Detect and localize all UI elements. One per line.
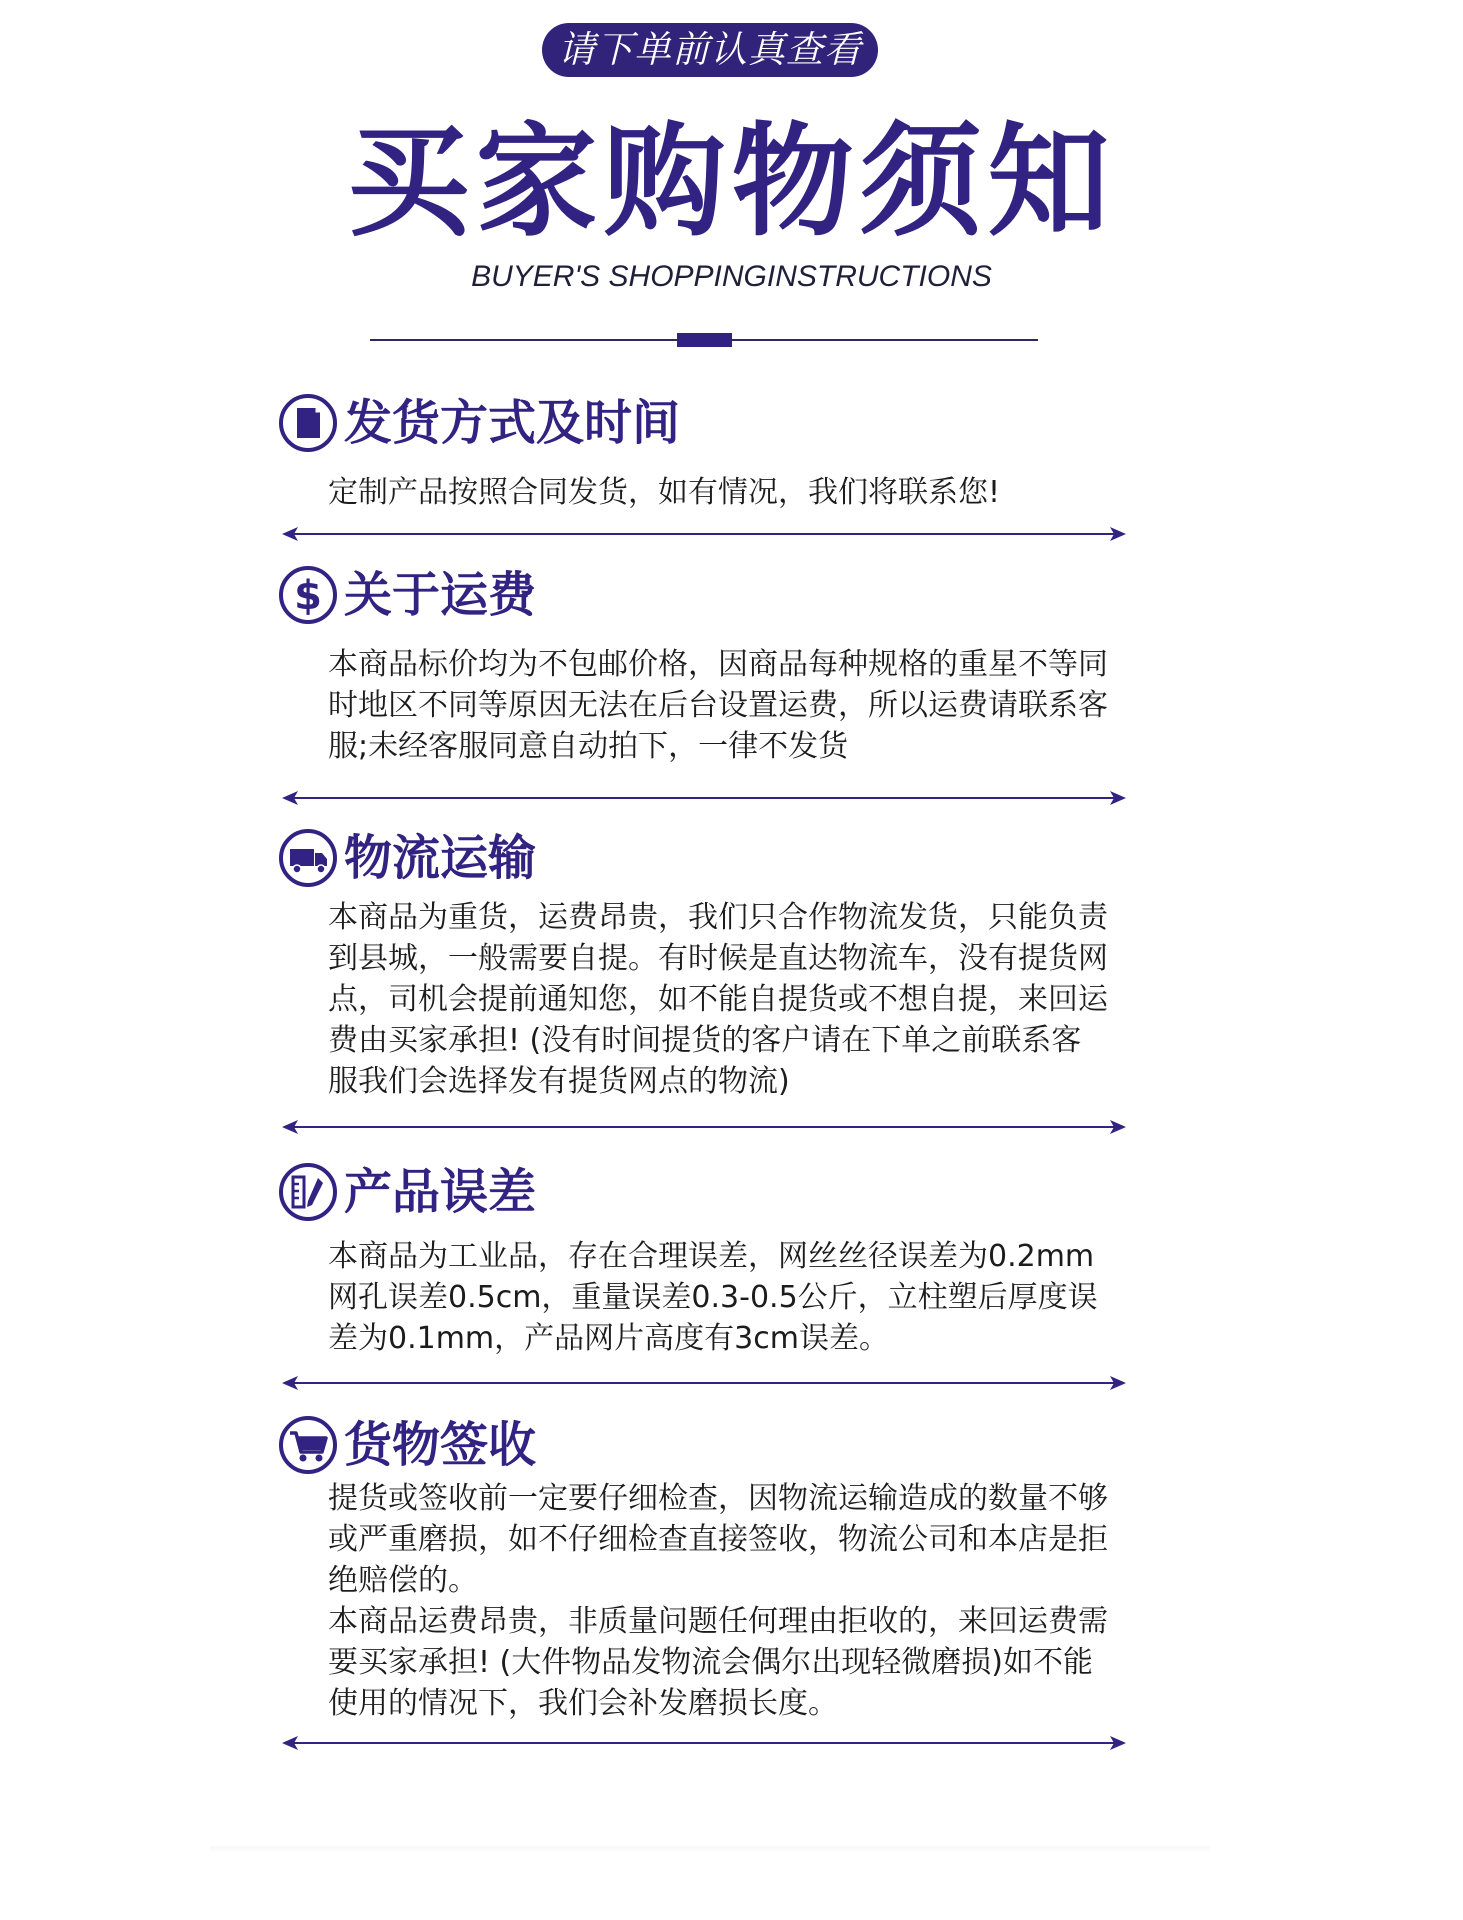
- section-divider-arrow: [282, 1117, 1126, 1137]
- page-title: 买家购物须知: [347, 111, 1116, 253]
- section-title: 发货方式及时间: [344, 395, 681, 451]
- ruler-pencil-icon: [278, 1162, 338, 1222]
- section-paragraph: 定制产品按照合同发货，如有情况，我们将联系您!: [328, 475, 1001, 510]
- section-body: [328, 472, 1108, 513]
- notice-pill: 请下单前认真查看: [542, 23, 878, 77]
- section-divider-arrow: [282, 1373, 1126, 1393]
- section-paragraph: 本商品标价均为不包邮价格，因商品每种规格的重星不等同时地区不同等原因无法在后台设置运费，所以运费请联系客服;未经客服同意自动拍下，一律不发货: [328, 647, 1108, 764]
- section-title: 物流运输: [344, 830, 537, 886]
- page-subtitle: BUYER'S SHOPPINGINSTRUCTIONS: [471, 260, 992, 293]
- dollar-icon: [278, 565, 338, 625]
- footer-shadow: [210, 1846, 1210, 1854]
- section-divider-arrow: [282, 1733, 1126, 1753]
- section-body: [328, 1236, 1108, 1359]
- section-body: [328, 897, 1108, 1102]
- document-icon: [278, 393, 338, 453]
- cart-icon: [278, 1415, 338, 1475]
- section-paragraph: 提货或签收前一定要仔细检查，因物流运输造成的数量不够或严重磨损，如不仔细检查直接签收，物流公司和本店是拒绝赔偿的。: [328, 1481, 1108, 1598]
- section-paragraph: 本商品为重货，运费昂贵，我们只合作物流发货，只能负责到县城，一般需要自提。有时候是直达物流车，没有提货网点，司机会提前通知您，如不能自提货或不想自提，来回运费由买家承担! (没有时间提货的客户请在下单之前联系客服我们会选择发有提货网点的物流): [328, 900, 1108, 1099]
- section-title: 货物签收: [344, 1417, 537, 1473]
- section-title: 关于运费: [344, 567, 537, 623]
- svg-text:$: $: [294, 573, 322, 619]
- section-paragraph: 本商品为工业品，存在合理误差，网丝丝径误差为0.2mm网孔误差0.5cm，重量误差0.3-0.5公斤，立柱塑后厚度误差为0.1mm，产品网片高度有3cm误差。: [328, 1239, 1098, 1356]
- section-divider-arrow: [282, 788, 1126, 808]
- section-divider-arrow: [282, 524, 1126, 544]
- section-paragraph: 本商品运费昂贵，非质量问题任何理由拒收的，来回运费需要买家承担! (大件物品发物流会偶尔出现轻微磨损)如不能使用的情况下，我们会补发磨损长度。: [328, 1604, 1108, 1721]
- title-divider-block: [677, 333, 732, 347]
- section-body: [328, 644, 1108, 767]
- section-body: [328, 1478, 1108, 1724]
- truck-icon: [278, 828, 338, 888]
- section-title: 产品误差: [344, 1164, 537, 1220]
